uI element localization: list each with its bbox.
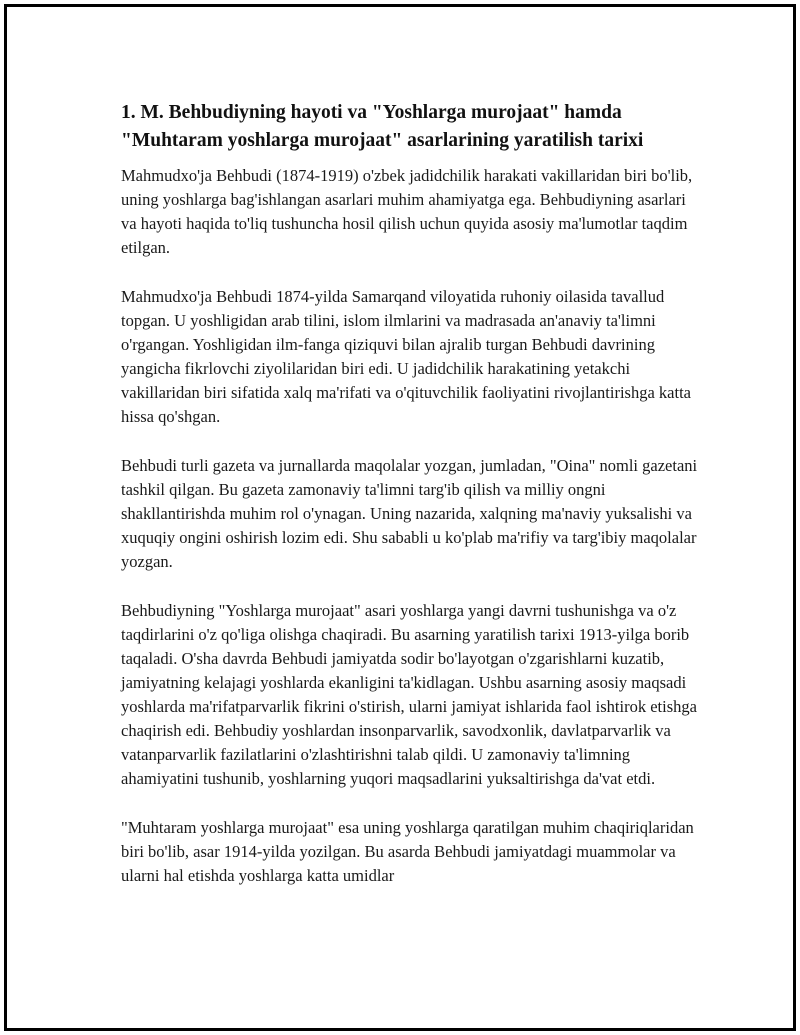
paragraph-intro: Mahmudxo'ja Behbudi (1874-1919) o'zbek jadidchilik harakati vakillaridan biri bo'lib, uning yoshlarga bag'ishlangan asarlari muhim ahamiyatga ega. Behbudiyning asarlari va hayoti haqida to'liq tushuncha hosil qilish uchun quyida asosiy ma'lumotlar taqdim etilgan. <box>121 166 693 257</box>
document-body <box>121 99 701 913</box>
paragraph-journalism: Behbudi turli gazeta va jurnallarda maqolalar yozgan, jumladan, "Oina" nomli gazetani tashkil qilgan. Bu gazeta zamonaviy ta'limni targ'ib qilish va milliy ongni shakllantirishda muhim rol o'ynagan. Uning nazarida, xalqning ma'naviy yuksalishi va xuquqiy ongini oshirish lozim edi. Shu sababli u ko'plab ma'rifiy va targ'ibiy maqolalar yozgan. <box>121 456 698 571</box>
document-title: 1. M. Behbudiyning hayoti va "Yoshlarga murojaat" hamda "Muhtaram yoshlarga murojaat" asarlarining yaratilish tarixi <box>121 102 644 151</box>
paragraph-yoshlarga-murojaat: Behbudiyning "Yoshlarga murojaat" asari yoshlarga yangi davrni tushunishga va o'z taqdirlarini o'z qo'liga olishga chaqiradi. Bu asarning yaratilish tarixi 1913-yilga borib taqaladi. O'sha davrda Behbudi jamiyatda sodir bo'layotgan o'zgarishlarni kuzatib, jamiyatning kelajagi yoshlarda ekanligini ta'kidlagan. Ushbu asarning asosiy maqsadi yoshlarda ma'rifatparvarlik fikrini o'stirish, ularni jamiyat ishlarida faol ishtirok etishga chaqirish edi. Behbudiy yoshlardan insonparvarlik, savodxonlik, davlatparvarlik va vatanparvarlik fazilatlarini o'zlashtirishni talab qildi. U zamonaviy ta'limning ahamiyatini tushunib, yoshlarning yuqori maqsadlarini yuksaltirishga da'vat etdi. <box>121 601 697 788</box>
paragraph-biography: Mahmudxo'ja Behbudi 1874-yilda Samarqand viloyatida ruhoniy oilasida tavallud topgan. U yoshligidan arab tilini, islom ilmlarini va madrasada an'anaviy ta'limni o'rgangan. Yoshligidan ilm-fanga qiziquvi bilan ajralib turgan Behbudi davrining yangicha fikrlovchi ziyolilaridan biri edi. U jadidchilik harakatining yetakchi vakillaridan biri sifatida xalq ma'rifati va o'qituvchilik faoliyatini rivojlantirishga katta hissa qo'shgan. <box>121 287 691 426</box>
page-frame <box>4 4 796 1031</box>
paragraph-muhtaram-yoshlarga: "Muhtaram yoshlarga murojaat" esa uning yoshlarga qaratilgan muhim chaqiriqlaridan biri bo'lib, asar 1914-yilda yozilgan. Bu asarda Behbudi jamiyatdagi muammolar va ularni hal etishda yoshlarga katta umidlar <box>121 818 694 885</box>
